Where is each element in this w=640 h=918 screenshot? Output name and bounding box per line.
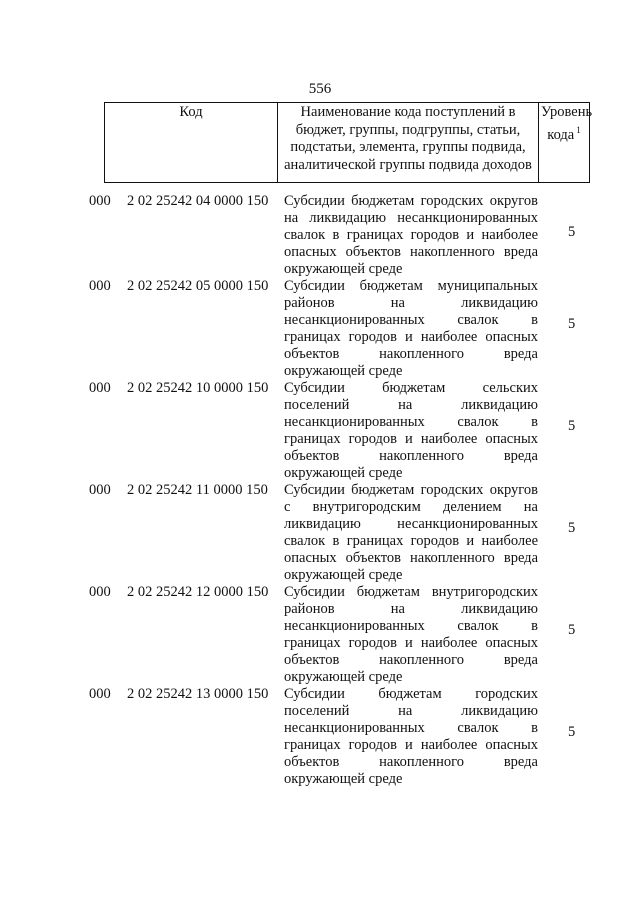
header-level-label: Уровень кода	[541, 104, 593, 143]
admin-code: 000	[89, 584, 111, 600]
income-name: Субсидии бюджетам внутригородских районов на ликвидацию несанкционированных свалок в границах городов и наиболее опасных объектов накопленного вреда окружающей среде	[284, 584, 538, 685]
code-level: 5	[568, 622, 576, 638]
income-name: Субсидии бюджетам городских поселений на ликвидацию несанкционированных свалок в границах городов и наиболее опасных объектов накопленного вреда окружающей среде	[284, 686, 538, 787]
table-header	[104, 102, 593, 183]
code-level: 5	[568, 316, 576, 332]
header-level	[539, 103, 593, 183]
header-name: Наименование кода поступлений в бюджет, группы, подгруппы, статьи, подстатьи, элемента, группы подвида, аналитической группы подвида доходов	[278, 103, 539, 183]
income-code: 2 02 25242 10 0000 150	[127, 380, 269, 396]
admin-code: 000	[89, 482, 111, 498]
admin-code: 000	[89, 278, 111, 294]
header-code: Код	[105, 103, 278, 183]
admin-code: 000	[89, 193, 111, 209]
income-code: 2 02 25242 13 0000 150	[127, 686, 269, 702]
income-name: Субсидии бюджетам сельских поселений на ликвидацию несанкционированных свалок в границах городов и наиболее опасных объектов накопленного вреда окружающей среде	[284, 380, 538, 481]
code-level: 5	[568, 224, 576, 240]
income-name: Субсидии бюджетам городских округов на ликвидацию несанкционированных свалок в границах городов и наиболее опасных объектов накопленного вреда окружающей среде	[284, 193, 538, 277]
header-level-footnote: 1	[576, 124, 581, 135]
admin-code: 000	[89, 686, 111, 702]
income-code: 2 02 25242 12 0000 150	[127, 584, 269, 600]
code-level: 5	[568, 418, 576, 434]
income-code: 2 02 25242 04 0000 150	[127, 193, 269, 209]
code-level: 5	[568, 520, 576, 536]
income-code: 2 02 25242 11 0000 150	[127, 482, 268, 498]
income-name: Субсидии бюджетам городских округов с внутригородским делением на ликвидацию несанкционированных свалок в границах городов и наиболее опасных объектов накопленного вреда окружающей среде	[284, 482, 538, 583]
admin-code: 000	[89, 380, 111, 396]
code-level: 5	[568, 724, 576, 740]
income-code: 2 02 25242 05 0000 150	[127, 278, 269, 294]
income-name: Субсидии бюджетам муниципальных районов на ликвидацию несанкционированных свалок в границах городов и наиболее опасных объектов накопленного вреда окружающей среде	[284, 278, 538, 379]
page-number: 556	[308, 81, 332, 97]
